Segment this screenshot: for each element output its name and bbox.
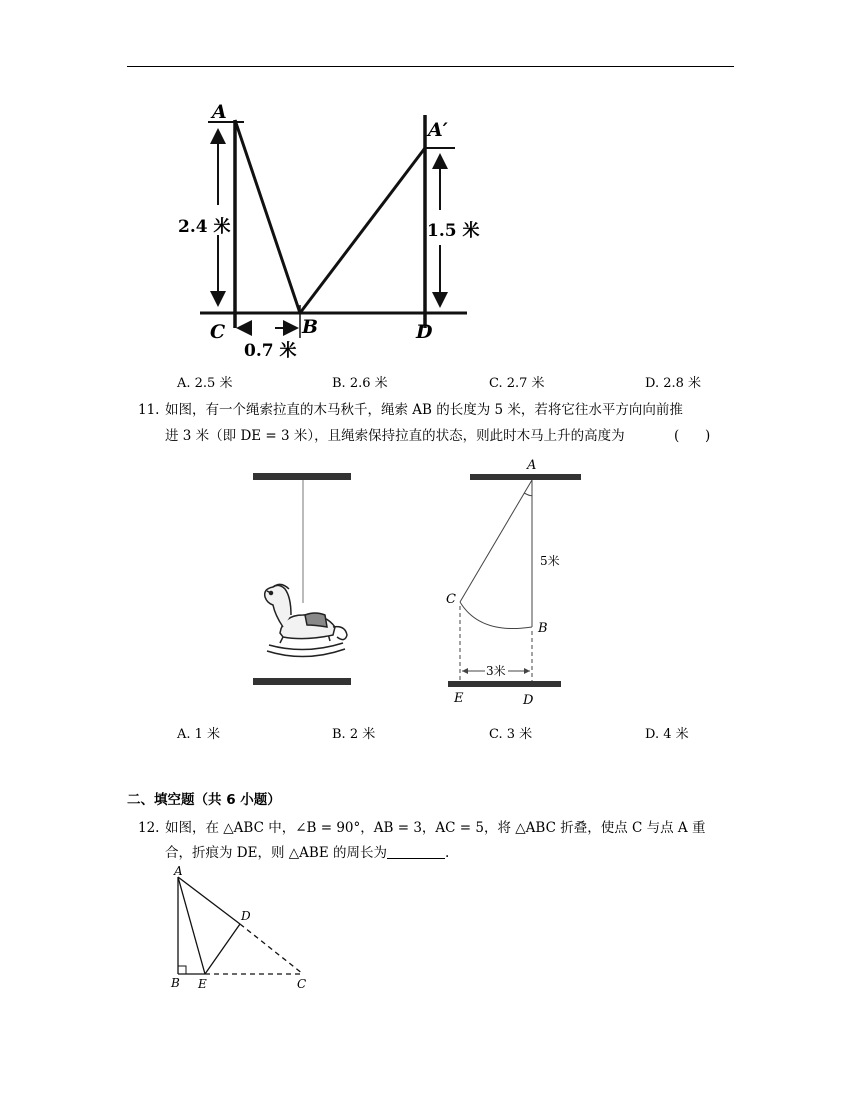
q12-line1: 如图，在 △ABC 中，∠B = 90°，AB = 3，AC = 5，将 △ABC 折叠，使点 C 与点 A 重 (165, 820, 706, 836)
q11-number: 11. (138, 402, 160, 418)
dim-arrow-bottom (238, 305, 300, 338)
q11-option-d[interactable]: D. 4 米 (645, 727, 689, 742)
q12-number: 12. (138, 820, 160, 836)
label-a: A (212, 101, 227, 123)
label-b: B (538, 621, 548, 636)
label-c: C (297, 977, 307, 991)
label-d: D (416, 321, 433, 343)
label-c: C (210, 321, 226, 343)
angle-arc (524, 493, 532, 496)
section-title: 二、填空题（共 6 小题） (127, 792, 281, 808)
dim-label-right: 1.5 米 (427, 221, 480, 241)
label-a: A (527, 458, 537, 473)
rope-ac (460, 480, 532, 602)
q11-answer-paren: ( ) (674, 428, 711, 444)
crease-de (205, 924, 240, 974)
ground-beam (448, 681, 561, 687)
q12-line2-text: 合，折痕为 DE，则 △ABE 的周长为 (165, 845, 387, 861)
q10-option-c[interactable]: C. 2.7 米 (489, 376, 545, 391)
q12-line2-end: . (444, 845, 450, 861)
side-ae (178, 877, 205, 974)
label-e: E (454, 691, 464, 706)
dim-label-left: 2.4 米 (178, 217, 231, 237)
label-d: D (523, 693, 534, 708)
ladder-figure (170, 100, 480, 365)
dim-label-bottom: 0.7 米 (244, 341, 297, 361)
ladder-left (235, 120, 300, 313)
side-ad (178, 877, 240, 924)
ground-bar (253, 678, 351, 685)
q11-line1: 如图，有一个绳索拉直的木马秋千，绳索 AB 的长度为 5 米，若将它往水平方向向前推 (165, 402, 683, 418)
label-e: E (198, 977, 207, 991)
swing-geometry-figure (440, 450, 600, 710)
label-a-prime: A′ (428, 119, 448, 141)
rocking-horse (265, 584, 347, 656)
dim-ground-label: 3米 (486, 664, 506, 678)
q10-option-d[interactable]: D. 2.8 米 (645, 376, 702, 391)
label-c: C (446, 592, 456, 607)
label-a: A (174, 864, 183, 878)
rocking-horse-figure (245, 465, 360, 695)
q11-option-a[interactable]: A. 1 米 (177, 727, 221, 742)
top-bar (253, 473, 351, 480)
label-b: B (302, 316, 319, 338)
dim-rope-label: 5米 (540, 554, 560, 568)
q10-option-b[interactable]: B. 2.6 米 (332, 376, 388, 391)
q10-option-a[interactable]: A. 2.5 米 (177, 376, 233, 391)
top-beam (470, 474, 581, 480)
q11-line2: 进 3 米（即 DE = 3 米），且绳索保持拉直的状态，则此时木马上升的高度为 (165, 428, 625, 444)
triangle-fold-figure (165, 862, 315, 992)
arc-cb (460, 602, 532, 629)
q11-option-c[interactable]: C. 3 米 (489, 727, 533, 742)
header-rule (127, 66, 734, 67)
answer-blank[interactable] (387, 844, 445, 859)
right-angle-mark (178, 966, 186, 974)
label-d: D (241, 909, 251, 923)
segment-dc-dashed (240, 924, 303, 974)
label-b: B (171, 976, 180, 990)
q11-option-b[interactable]: B. 2 米 (332, 727, 376, 742)
ladder-right (300, 148, 425, 313)
